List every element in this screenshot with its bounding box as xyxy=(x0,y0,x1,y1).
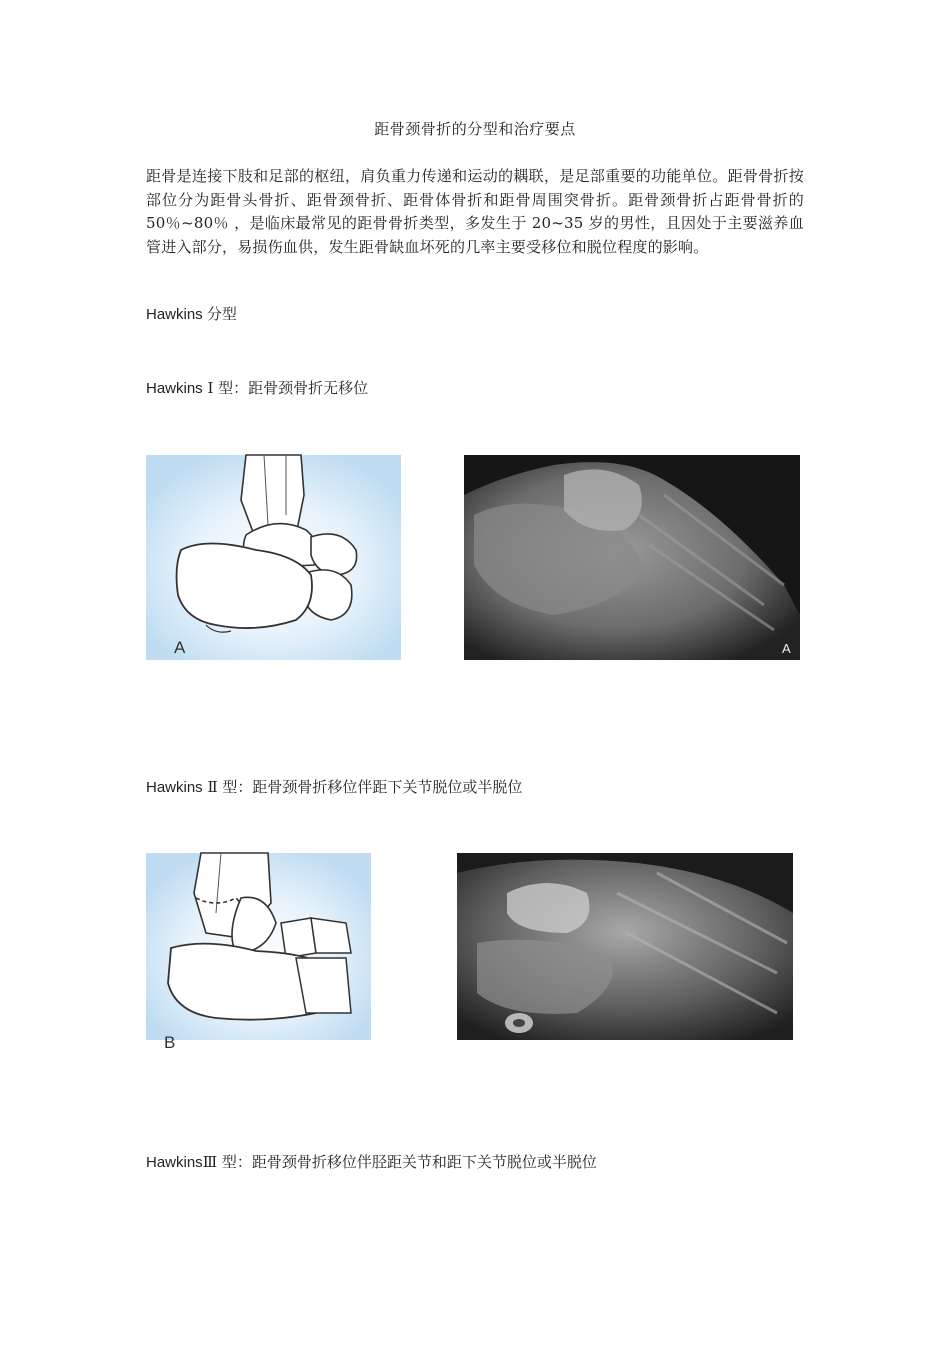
type-3-text: 型：距骨颈骨折移位伴胫距关节和距下关节脱位或半脱位 xyxy=(221,1153,597,1171)
type-1-illustration-label: A xyxy=(174,638,186,657)
type-2-xray xyxy=(457,853,793,1040)
type-2-numeral: Ⅱ xyxy=(202,778,223,796)
type-2-text: 型：距骨颈骨折移位伴距下关节脱位或半脱位 xyxy=(222,778,523,796)
type-1-xray-image xyxy=(464,455,800,660)
type-1-xray-label: A xyxy=(782,641,791,656)
intro-paragraph: 距骨是连接下肢和足部的枢纽，肩负重力传递和运动的耦联，是足部重要的功能单位。距骨骨折按部位分为距骨头骨折、距骨颈骨折、距骨体骨折和距骨周围突骨折。距骨颈骨折占距骨骨折的 50％~80％ ，是临床最常见的距骨骨折类型，多发生于 20~35 岁的男性，且因处于主要滋养血管进入部分，易损伤血供，发生距骨缺血坏死的几率主要受移位和脱位程度的影响。 xyxy=(146,167,804,256)
type-3-prefix: Hawkins xyxy=(146,1154,203,1171)
type-2-illustration-label: B xyxy=(164,1033,176,1052)
type-2-prefix: Hawkins xyxy=(146,779,203,796)
type-1-xray xyxy=(464,455,800,660)
classification-heading xyxy=(146,303,237,324)
type-3-heading xyxy=(146,1151,597,1172)
type-2-xray-image xyxy=(457,853,793,1040)
type-2-heading xyxy=(146,776,522,797)
type-1-prefix: Hawkins xyxy=(146,380,203,397)
document-title: 距骨颈骨折的分型和治疗要点 xyxy=(374,120,576,138)
type-1-text: 型：距骨颈骨折无移位 xyxy=(218,379,369,397)
type-1-heading xyxy=(146,377,368,398)
type-1-illustration-drawing xyxy=(146,455,401,660)
type-2-illustration xyxy=(146,853,371,1052)
type-1-illustration xyxy=(146,455,401,660)
type-3-numeral: Ⅲ xyxy=(202,1153,222,1171)
type-1-numeral: Ⅰ xyxy=(202,379,219,397)
classification-heading-text: Hawkins 分型 xyxy=(146,306,237,323)
type-2-illustration-drawing xyxy=(146,853,371,1052)
